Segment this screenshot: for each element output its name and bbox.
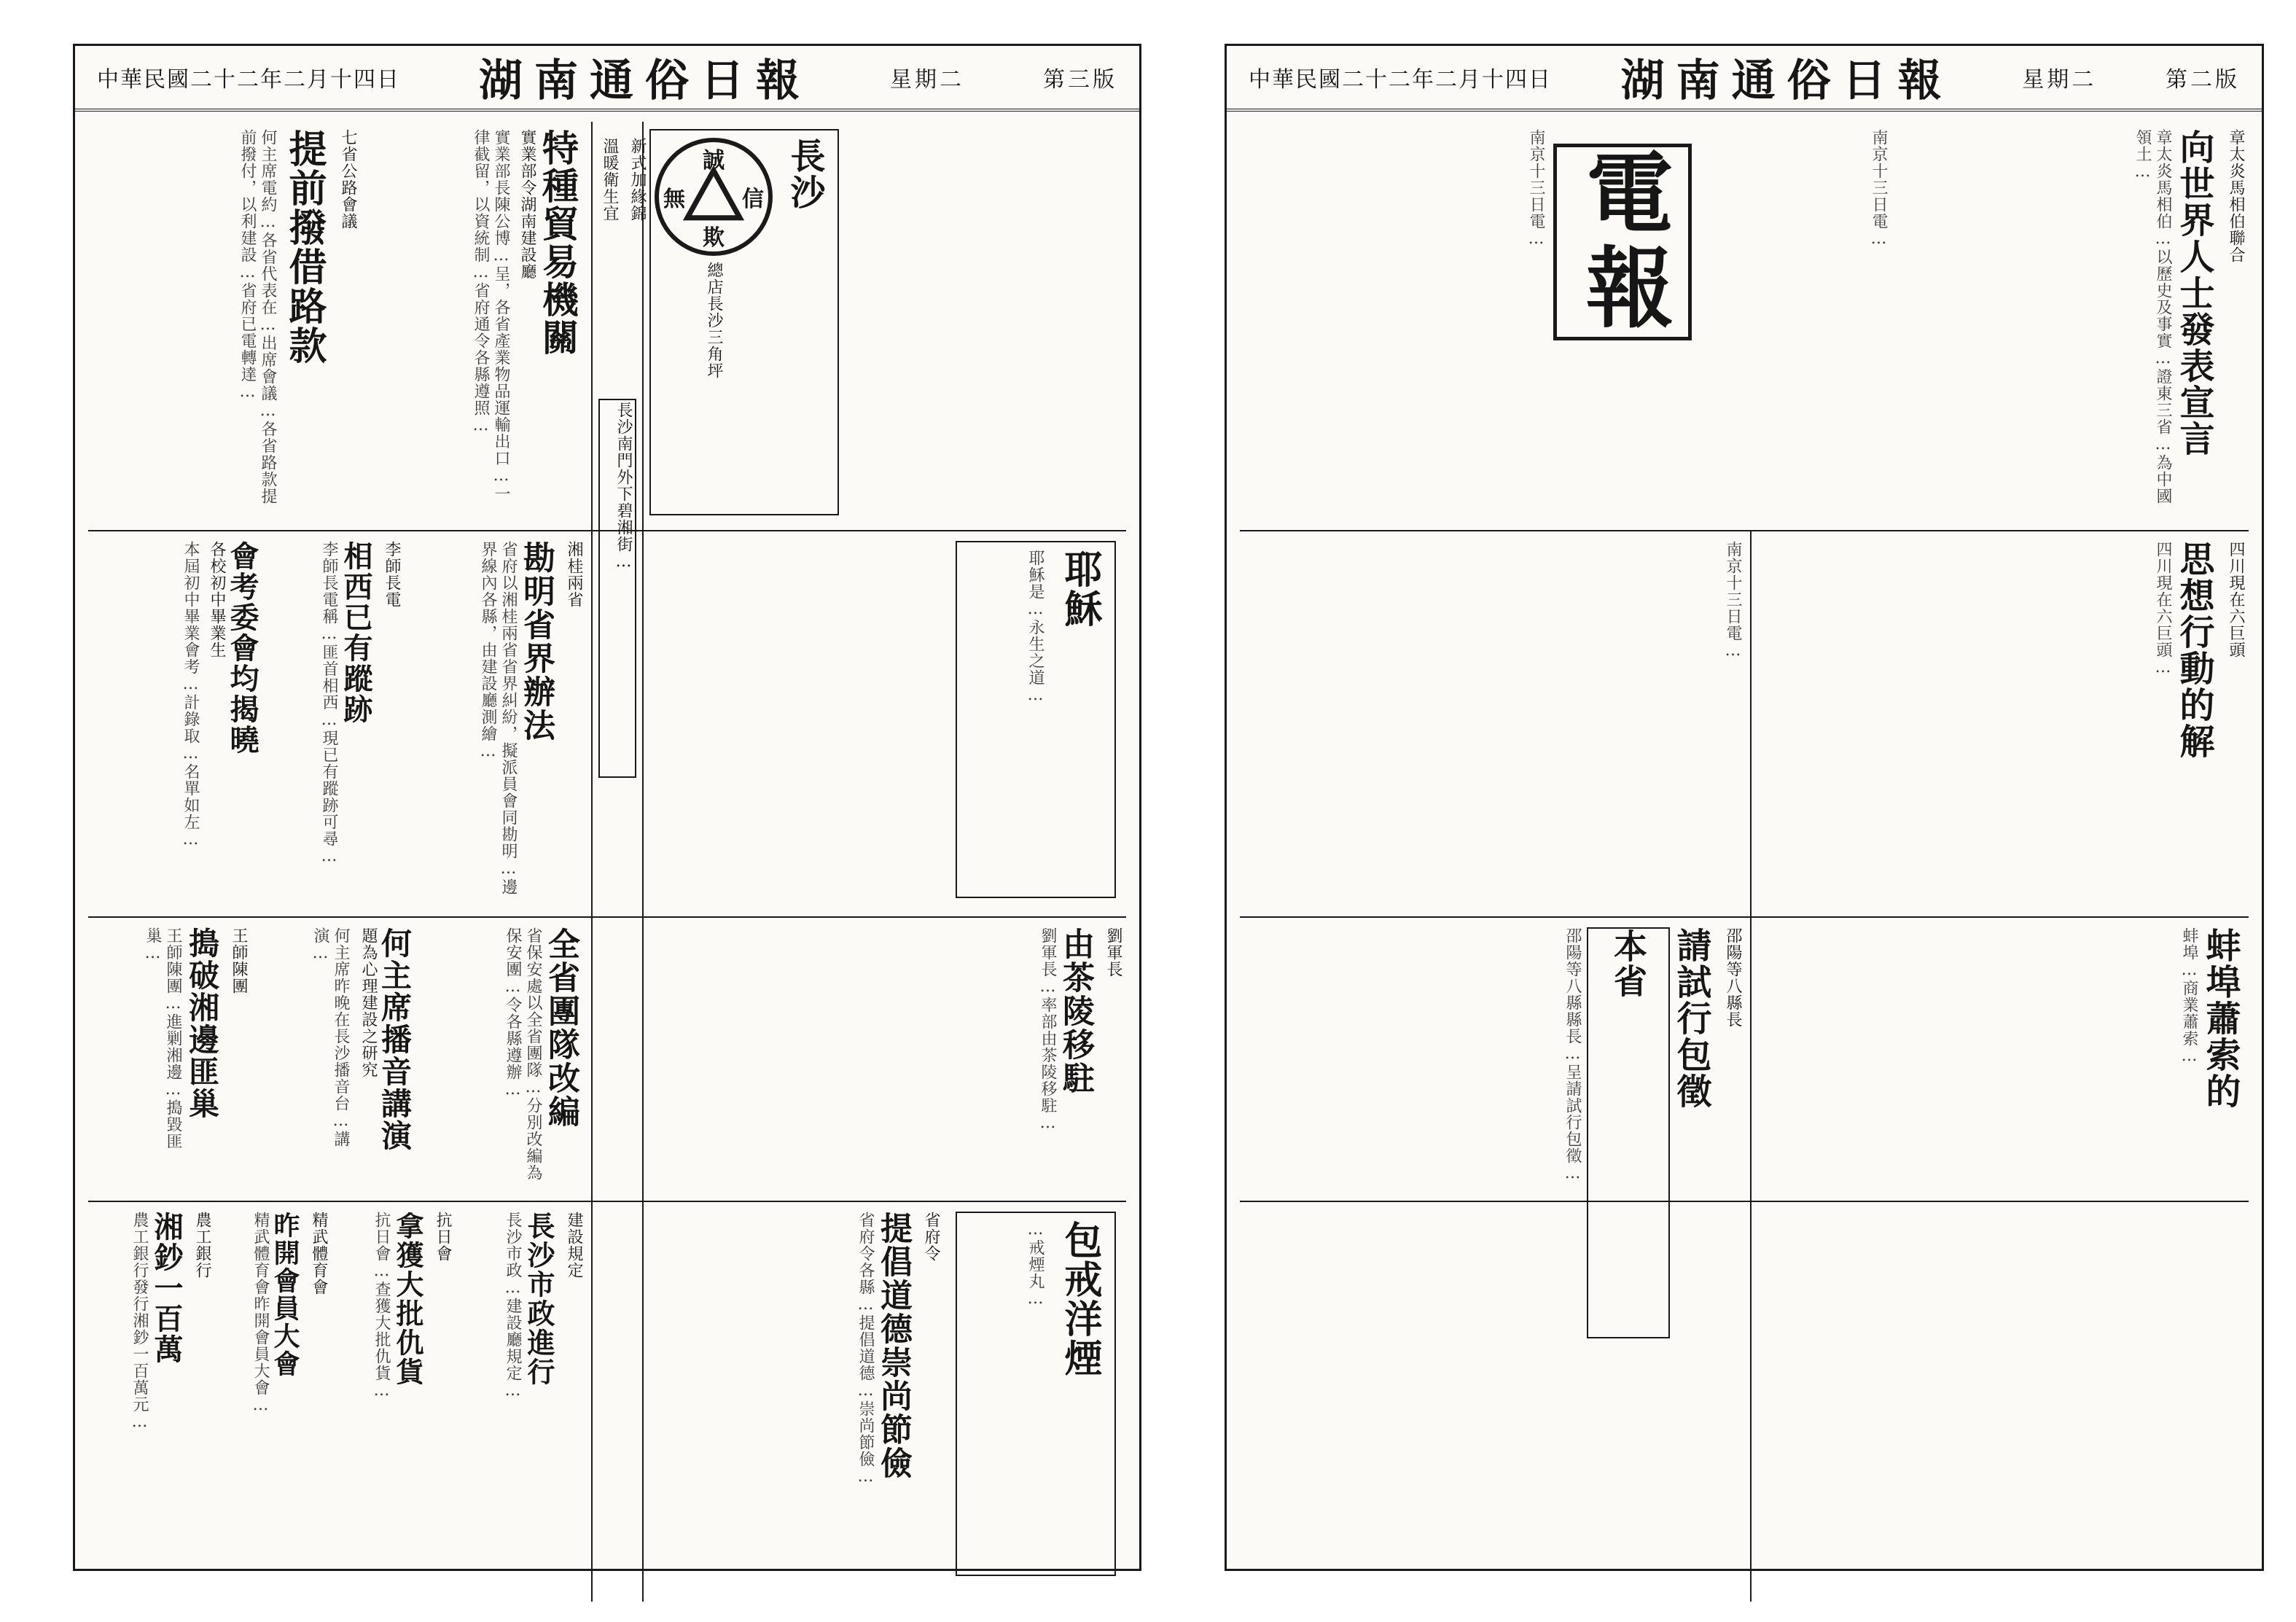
telegram-banner [1553,144,1692,340]
article-body: 章太炎馬相伯…以歷史及事實…證東三省…為中國領土… [2133,129,2172,504]
article-bengbu [1757,927,2246,1598]
right-masthead [1227,46,2262,112]
left-paper-title: 湖南通俗日報 [479,55,811,106]
article-body: 李師長電稱…匪首相西…現已有蹤跡可尋… [320,541,338,866]
headline: 耶穌 [1058,550,1102,628]
article-body: 本屆初中畢業會考…計錄取…名單如左… [181,541,200,849]
article-body: 省府令各縣…提倡道德…崇尚節儉… [856,1212,875,1486]
headline: 何主席播音講演 [377,927,413,1152]
subheadline: 七省公路會議 [339,129,357,230]
article-special-trade [365,129,584,523]
subheadline: 省府令 [922,1212,940,1262]
ad-seal [655,138,773,256]
left-rule-3 [88,1201,1126,1202]
ad-opium [956,1212,1116,1576]
headline: 勘明省界辦法 [518,541,555,742]
subheadline: 抗日會 [434,1212,452,1262]
headline: 由茶陵移駐 [1057,927,1094,1095]
seal-char-bottom: 欺 [703,225,725,251]
subheadline: 建設規定 [565,1212,583,1279]
subheadline: 實業部令湖南建設廳 [518,129,536,280]
right-page-number: 第二版 [2165,67,2240,93]
subheadline: 李師長電 [383,541,401,608]
article-body: 農工銀行發行湘鈔一百萬元… [130,1212,149,1432]
article-body: 何主席昨晚在長沙播音台…講演… [311,927,350,1147]
left-masthead [75,46,1139,112]
subheadline: 農工銀行 [193,1212,211,1279]
left-page-number: 第三版 [1043,67,1117,93]
article-body: 何主席電約…各省代表在…出席會議…各省路款提前撥付，以利建設…省府已電轉達… [238,129,277,504]
ad-strip-center [598,399,636,778]
headline: 請試行包徵 [1671,927,1711,1110]
subheadline: 邵陽等八縣長 [1724,927,1742,1028]
telegram-banner-text: 電報 [1571,147,1674,337]
article-body: 實業部長陳公博…呈，各省產業物品運輸出口…一律截留，以資統制…省府通令各縣遵照… [472,129,510,502]
subheadline: 各校初中畢業生 [208,541,226,658]
article-body: 南京十三日電… [1724,541,1742,660]
article-body: 省保安處以全省團隊…分別改編為保安團…令各縣遵辦… [504,927,542,1181]
seal-char-top: 誠 [703,148,725,173]
article-body: 抗日會…查獲大批仇貨… [372,1212,391,1400]
article-jingwu [219,1212,329,1591]
headline: 提前撥借路款 [282,129,327,365]
subheadline: 王師陳團 [230,927,248,994]
article-body: 蚌埠…商業蕭索… [2180,927,2198,1066]
article-chaling [649,927,1123,1190]
telegram-column-c [1240,541,1743,905]
article-declaration [1896,129,2246,523]
article-body: 耶穌是…永生之道… [1026,550,1044,705]
headline: 拿獲大批仇貨 [391,1212,424,1387]
article-body: 四川現在六巨頭… [2154,541,2172,677]
left-rule-2 [88,916,1126,918]
right-rule-1 [1240,530,2249,531]
subheadline: 湘桂兩省 [565,541,583,608]
headline: 思想行動的解 [2174,541,2214,760]
local-news-label: 本省 [1609,929,1648,999]
right-paper-title: 湖南通俗日報 [1620,55,1953,106]
headline: 向世界人士發表宣言 [2174,129,2214,457]
article-exams [88,541,263,905]
headline: 會考委會均揭曉 [225,541,259,755]
article-bandit-nest [88,927,249,1190]
seal-char-left: 無 [663,187,685,212]
left-date: 中華民國二十二年二月十四日 [97,67,400,93]
subheadline: 四川現在六巨頭 [2227,541,2245,658]
article-body: 南京十三日電… [1527,129,1545,249]
ad-note: 長沙南門外下碧湘街… [614,402,633,572]
ad-line: 新式加緣錦 [628,138,647,222]
article-morals [649,1212,941,1576]
article-city-works [460,1212,584,1591]
article-opium [649,1212,1123,1591]
telegram-column-a [1240,129,1546,523]
right-rule-2 [1240,916,2249,918]
headline: 特種貿易機關 [536,129,579,356]
article-shaoyang [1240,927,1743,1598]
ad-line: 總店長沙三角坪 [705,262,723,379]
right-center-rule [1750,530,1752,1602]
ad-line: 溫暖衛生宜 [601,138,619,222]
subheadline: 劉軍長 [1104,927,1122,978]
headline: 包戒洋煙 [1058,1220,1102,1378]
headline: 湘鈔一百萬 [149,1212,184,1365]
telegram-column-b [1692,129,1889,523]
seal-char-right: 信 [742,187,764,212]
article-road-loan [88,129,358,523]
local-news-box [1587,927,1670,1338]
article-body: 省府以湘桂兩省省界糾紛，擬派員會同勘明…邊界線內各縣，由建設廳測繪… [479,541,518,895]
right-weekday: 星期二 [2022,67,2097,93]
article-body: …戒煙丸… [1026,1220,1044,1309]
headline: 全省團隊改編 [542,927,579,1128]
headline: 搗破湘邊匪巢 [184,927,220,1120]
article-body: 南京十三日電… [1870,129,1888,249]
left-weekday: 星期二 [890,67,964,93]
article-body: 精武體育會昨開會員大會… [251,1212,270,1415]
left-center-rule-b [591,122,593,1602]
article-body: 王師陳團…進剿湘邊…搗毀匪巢… [144,927,182,1150]
right-body [1240,122,2249,1557]
ad-store-brand: 長沙 [784,138,825,211]
left-body [88,122,1126,1557]
article-xiangxi [270,541,402,905]
article-body: 劉軍長…率部由茶陵移駐… [1039,927,1057,1133]
article-province-border [409,541,584,905]
right-page [1225,44,2264,1571]
headline: 蚌埠蕭索的 [2200,927,2241,1110]
headline: 長沙市政進行 [523,1212,555,1387]
subheadline: 章太炎馬相伯聯合 [2227,129,2245,263]
headline: 昨開會員大會 [270,1212,300,1378]
article-jesus [649,541,1123,905]
subheadline: 題為心理建設之研究 [359,927,378,1078]
ad-jesus [956,541,1116,898]
subheadline: 精武體育會 [310,1212,328,1295]
article-body: 邵陽等八縣縣長…呈請試行包徵… [1563,927,1582,1183]
article-paper-money [88,1212,212,1591]
headline: 相西已有蹤跡 [339,541,373,725]
article-body: 長沙市政…建設廳規定… [504,1212,522,1400]
article-broadcast [256,927,416,1190]
article-sichuan [1757,541,2246,905]
article-militia [423,927,584,1190]
article-boycott [336,1212,453,1591]
headline: 提倡道德崇尚節儉 [875,1212,912,1480]
left-page [73,44,1141,1571]
right-date: 中華民國二十二年二月十四日 [1249,67,1552,93]
